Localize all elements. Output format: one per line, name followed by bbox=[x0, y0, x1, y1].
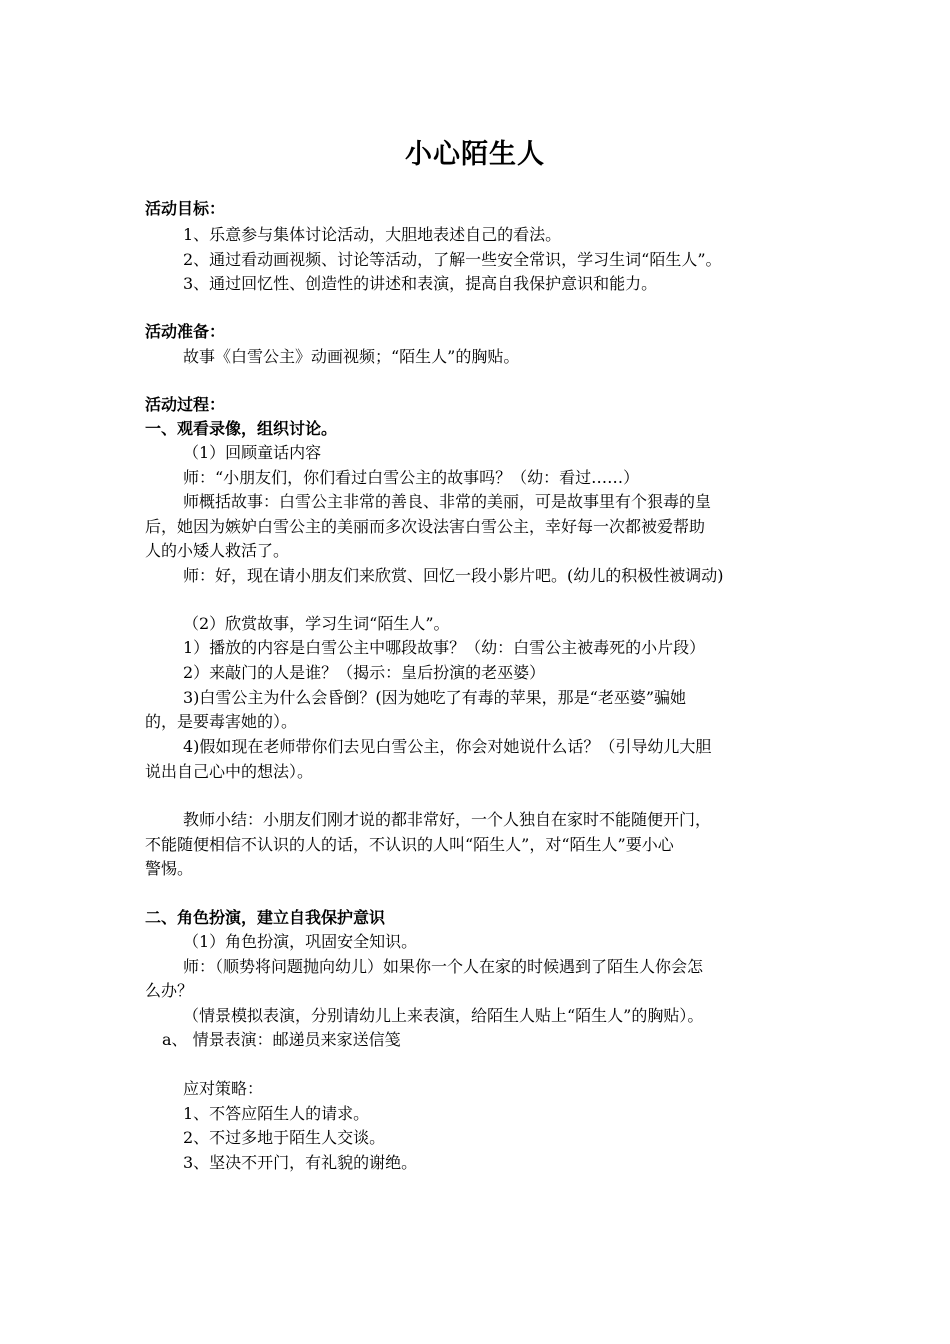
part2-sub1: （1）角色扮演，巩固安全知识。 bbox=[183, 932, 418, 951]
part1-question-4-line-2: 说出自己心中的想法）。 bbox=[145, 762, 314, 781]
conclusion-line-1: 教师小结：小朋友们刚才说的都非常好，一个人独自在家时不能随便开门， bbox=[183, 810, 712, 829]
part1-question-3-line-1: 3)白雪公主为什么会昏倒？(因为她吃了有毒的苹果，那是“老巫婆”骗她 bbox=[183, 688, 687, 707]
process-heading: 活动过程： bbox=[145, 395, 226, 414]
part2-teacher-line-2: 么办？ bbox=[145, 981, 194, 1000]
part1-teacher-play: 师：好，现在请小朋友们来欣赏、回忆一段小影片吧。(幼儿的积极性被调动) bbox=[183, 566, 724, 585]
part1-sub2: （2）欣赏故事，学习生词“陌生人”。 bbox=[183, 614, 450, 633]
part1-summary-line-2: 后，她因为嫉妒白雪公主的美丽而多次设法害白雪公主，幸好每一次都被爱帮助 bbox=[145, 517, 706, 536]
part1-teacher-question: 师：“小朋友们，你们看过白雪公主的故事吗？（幼：看过……） bbox=[183, 468, 640, 487]
strategy-heading: 应对策略： bbox=[183, 1079, 264, 1098]
strategy-item-2: 2、不过多地于陌生人交谈。 bbox=[183, 1128, 386, 1147]
part2-scenario: （情景模拟表演，分别请幼儿上来表演，给陌生人贴上“陌生人”的胸贴）。 bbox=[183, 1006, 704, 1025]
preparation-heading: 活动准备： bbox=[145, 322, 226, 341]
part1-question-3-line-2: 的，是要毒害她的）。 bbox=[145, 712, 298, 731]
document-title: 小心陌生人 bbox=[405, 139, 545, 170]
goal-item-2: 2、通过看动画视频、讨论等活动，了解一些安全常识，学习生词“陌生人”。 bbox=[183, 250, 722, 269]
part1-sub1: （1）回顾童话内容 bbox=[183, 443, 322, 462]
part2-heading: 二、角色扮演，建立自我保护意识 bbox=[145, 908, 386, 927]
goal-item-1: 1、乐意参与集体讨论活动，大胆地表述自己的看法。 bbox=[183, 225, 562, 244]
part1-question-4-line-1: 4)假如现在老师带你们去见白雪公主，你会对她说什么话？（引导幼儿大胆 bbox=[183, 737, 712, 756]
part1-heading: 一、观看录像，组织讨论。 bbox=[145, 419, 338, 438]
conclusion-line-2: 不能随便相信不认识的人的话，不认识的人叫“陌生人”，对“陌生人”要小心 bbox=[145, 835, 674, 854]
part1-summary-line-1: 师概括故事：白雪公主非常的善良、非常的美丽，可是故事里有个狠毒的皇 bbox=[183, 492, 712, 511]
goals-heading: 活动目标： bbox=[145, 199, 226, 218]
part1-question-2: 2）来敲门的人是谁？（揭示：皇后扮演的老巫婆） bbox=[183, 663, 546, 682]
part1-question-1: 1）播放的内容是白雪公主中哪段故事？（幼：白雪公主被毒死的小片段） bbox=[183, 638, 706, 657]
part1-summary-line-3: 人的小矮人救活了。 bbox=[145, 541, 290, 560]
strategy-item-3: 3、坚决不开门，有礼貌的谢绝。 bbox=[183, 1153, 418, 1172]
preparation-text: 故事《白雪公主》动画视频；“陌生人”的胸贴。 bbox=[183, 347, 520, 366]
part2-scene-a: a、 情景表演：邮递员来家送信笺 bbox=[162, 1030, 401, 1049]
conclusion-line-3: 警惕。 bbox=[145, 859, 194, 878]
goal-item-3: 3、通过回忆性、创造性的讲述和表演，提高自我保护意识和能力。 bbox=[183, 274, 658, 293]
strategy-item-1: 1、不答应陌生人的请求。 bbox=[183, 1104, 370, 1123]
part2-teacher-line-1: 师：（顺势将问题抛向幼儿）如果你一个人在家的时候遇到了陌生人你会怎 bbox=[183, 957, 704, 976]
